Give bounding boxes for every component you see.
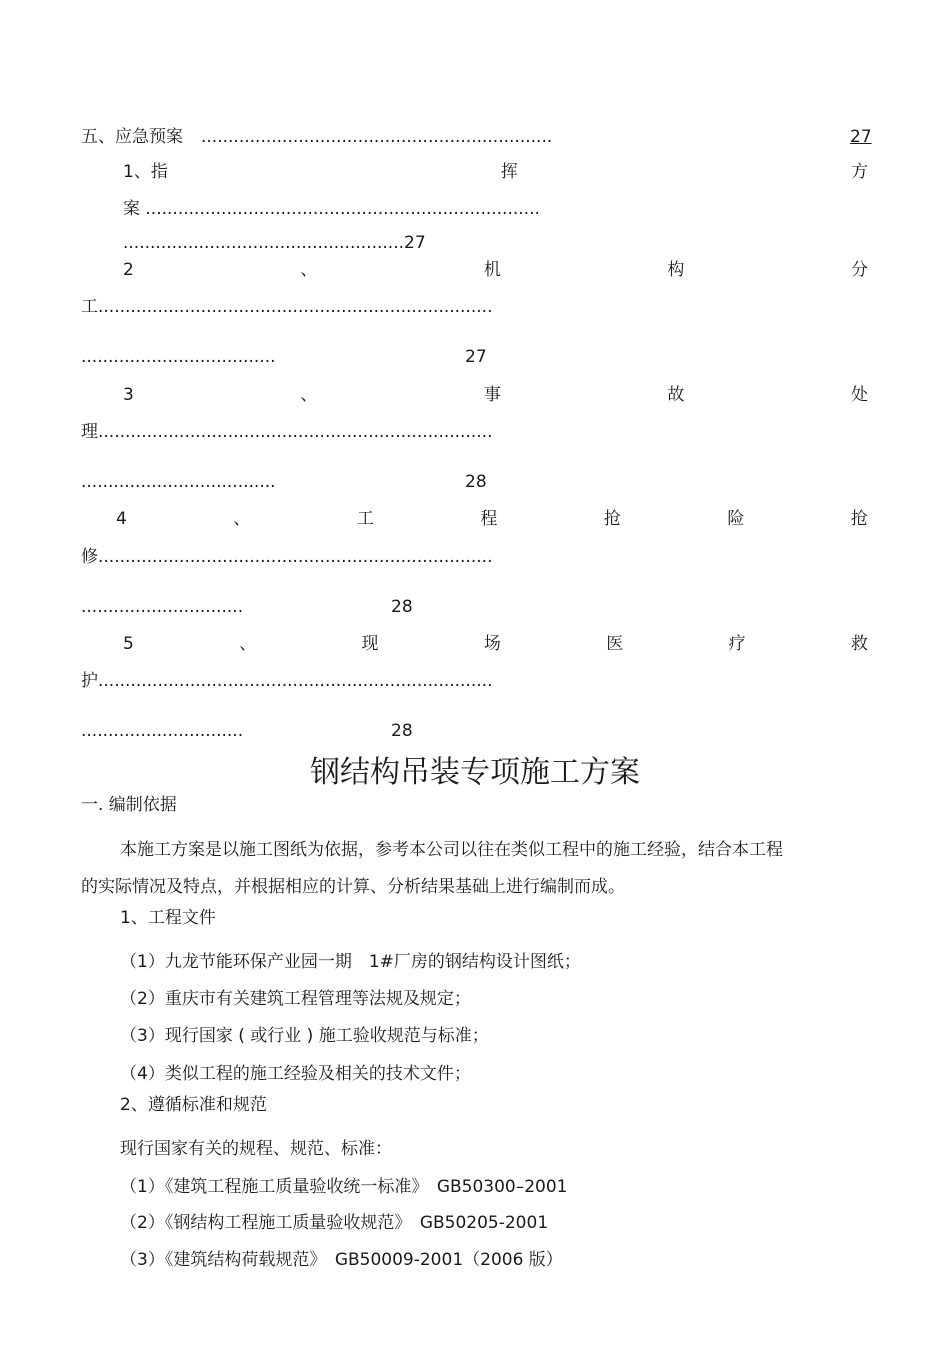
- toc-item-1-tail: ....................................................27: [123, 233, 426, 253]
- standard-item-2: （2）《钢结构工程施工质量验收规范》 GB50205-2001: [120, 1213, 549, 1233]
- toc-item-5-dots: ..............................: [81, 721, 244, 741]
- toc-item-4-char: 抢: [850, 509, 868, 529]
- toc-item-4-char: 、: [233, 509, 251, 529]
- toc-item-2-cont: 工.........................................................................: [81, 297, 493, 317]
- toc-item-5-char: 场: [483, 634, 501, 654]
- toc-item-5-char: 现: [361, 634, 379, 654]
- toc-item-3-row: [123, 385, 868, 405]
- toc-item-4-char: 程: [480, 509, 498, 529]
- paragraph-1-line-1: 本施工方案是以施工图纸为依据，参考本公司以往在类似工程中的施工经验，结合本工程: [120, 840, 783, 860]
- toc-item-3-page: 28: [465, 472, 487, 492]
- subsection-heading-1: 1、工程文件: [120, 908, 216, 928]
- toc-item-4-char: 抢: [603, 509, 621, 529]
- toc-item-4-dots: ..............................: [81, 597, 244, 617]
- file-item-1: （1）九龙节能环保产业园一期 1#厂房的钢结构设计图纸；: [120, 952, 581, 972]
- toc-item-2-char: 分: [850, 260, 868, 280]
- toc-item-5-char: 救: [850, 634, 868, 654]
- standard-item-1: （1）《建筑工程施工质量验收统一标准》 GB50300–2001: [120, 1177, 568, 1197]
- toc-item-1-row: [123, 162, 868, 182]
- toc-item-1-char: 方: [850, 162, 868, 182]
- toc-item-4-char: 工: [356, 509, 374, 529]
- toc-item-3-dots: ....................................: [81, 472, 276, 492]
- toc-item-2-char: 2: [123, 260, 134, 280]
- toc-item-2-char: 机: [483, 260, 501, 280]
- file-item-3: （3）现行国家 ( 或行业 ) 施工验收规范与标准；: [120, 1026, 489, 1046]
- toc-item-4-row: [116, 509, 868, 529]
- toc-item-1-char: 挥: [500, 162, 518, 182]
- paragraph-1-line-2: 的实际情况及特点，并根据相应的计算、分析结果基础上进行编制而成。: [81, 877, 625, 897]
- toc-section-5-label: 五、应急预案: [81, 127, 183, 147]
- toc-item-5-page: 28: [391, 721, 413, 741]
- toc-item-2-row: [123, 260, 868, 280]
- toc-item-2-char: 、: [300, 260, 318, 280]
- toc-item-2-page: 27: [465, 347, 487, 367]
- toc-item-3-char: 处: [850, 385, 868, 405]
- toc-item-5-row: [123, 634, 868, 654]
- toc-item-5-cont: 护.........................................................................: [81, 671, 493, 691]
- document-title: 钢结构吊装专项施工方案: [310, 755, 640, 790]
- toc-item-3-char: 事: [483, 385, 501, 405]
- toc-item-1-cont: 案 .........................................................................: [123, 199, 540, 219]
- toc-item-5-char: 5: [123, 634, 134, 654]
- file-item-2: （2）重庆市有关建筑工程管理等法规及规定；: [120, 989, 471, 1009]
- toc-item-5-char: 疗: [728, 634, 746, 654]
- toc-item-4-cont: 修.........................................................................: [81, 547, 493, 567]
- paragraph-2: 现行国家有关的规程、规范、标准：: [120, 1139, 392, 1159]
- toc-item-3-cont: 理.........................................................................: [81, 422, 493, 442]
- toc-section-5-dots: .................................................................: [201, 127, 553, 147]
- toc-item-2-dots: ....................................: [81, 347, 276, 367]
- toc-item-5-char: 医: [606, 634, 624, 654]
- toc-item-2-char: 构: [667, 260, 685, 280]
- toc-item-4-char: 4: [116, 509, 127, 529]
- toc-item-3-char: 、: [300, 385, 318, 405]
- toc-item-4-char: 险: [727, 509, 745, 529]
- toc-item-1-char: 1、指: [123, 162, 168, 182]
- toc-section-5-page: 27: [850, 127, 872, 147]
- toc-item-5-char: 、: [239, 634, 257, 654]
- toc-item-4-page: 28: [391, 597, 413, 617]
- subsection-heading-2: 2、遵循标准和规范: [120, 1095, 267, 1115]
- toc-item-3-char: 故: [667, 385, 685, 405]
- standard-item-3: （3）《建筑结构荷载规范》 GB50009-2001（2006 版）: [120, 1250, 563, 1270]
- file-item-4: （4）类似工程的施工经验及相关的技术文件；: [120, 1064, 471, 1084]
- toc-item-3-char: 3: [123, 385, 134, 405]
- section-heading-1: 一. 编制依据: [81, 795, 177, 815]
